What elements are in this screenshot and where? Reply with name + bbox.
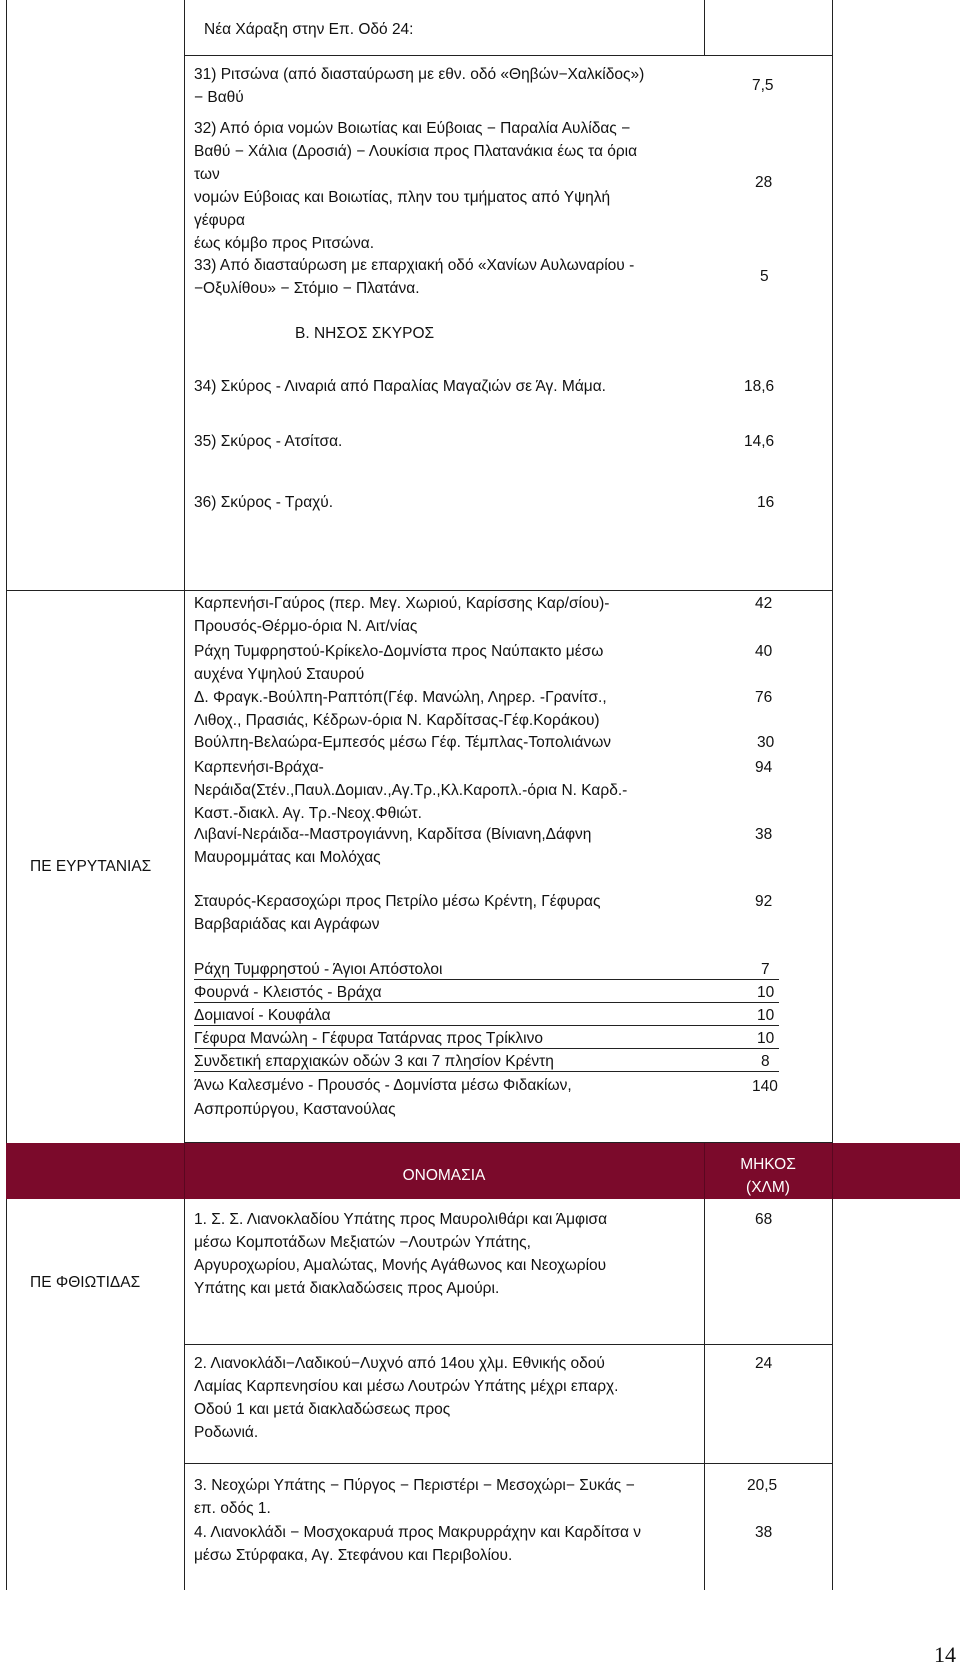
row-31-length: 7,5	[752, 77, 774, 94]
evr-row-3-length: 76	[755, 689, 773, 706]
grid-line	[704, 1142, 705, 1590]
evr-row-4-length: 30	[757, 734, 775, 751]
evr-row-7-length: 92	[755, 893, 773, 910]
grid-line	[832, 0, 833, 1590]
evr-row-12-line: Συνδετική επαρχιακών οδών 3 και 7 πλησίον Κρέντη	[194, 1053, 554, 1070]
evr-row-13-line: Ασπροπύργου, Καστανούλας	[194, 1101, 396, 1118]
grid-line	[6, 0, 7, 1590]
row-36-text: 36) Σκύρος - Τραχύ.	[194, 494, 334, 511]
region-label: ΠΕ ΕΥΡΥΤΑΝΙΑΣ	[30, 858, 152, 875]
fth-row-2-line: Ροδωνιά.	[194, 1424, 259, 1441]
row-31-line: − Βαθύ	[194, 89, 244, 106]
header-divider	[832, 1143, 833, 1199]
evr-row-8-length: 7	[761, 961, 770, 978]
evr-row-5-line: Καρπενήσι-Βράχα-	[194, 759, 324, 776]
section-title: Β. ΝΗΣΟΣ ΣΚΥΡΟΣ	[295, 325, 435, 342]
evr-row-underline	[194, 1002, 779, 1003]
page-number: 14	[934, 1642, 956, 1667]
evr-row-1-length: 42	[755, 595, 773, 612]
fth-row-2-line: Λαμίας Καρπενησίου και μέσω Λουτρών Υπάτης μέχρι επαρχ.	[194, 1378, 619, 1395]
evr-row-3-line: Λιθοχ., Πρασιάς, Κέδρων-όρια Ν. Καρδίτσας-Γέφ.Κοράκου)	[194, 712, 600, 729]
row-32-line: νομών Εύβοιας και Βοιωτίας, πλην του τμήματος από Υψηλή	[194, 189, 611, 206]
row-34-length: 18,6	[744, 378, 775, 395]
fth-row-4-line: 4. Λιανοκλάδι − Μοσχοκαρυά προς Μακρυρράχην και Καρδίτσα ν	[194, 1524, 641, 1541]
evr-row-6-line: Μαυρομμάτας και Μολόχας	[194, 849, 381, 866]
row-33-length: 5	[760, 268, 769, 285]
row-31-line: 31) Ριτσώνα (από διασταύρωση με εθν. οδό «Θηβών−Χαλκίδος»)	[194, 66, 645, 83]
row-32-line: των	[194, 166, 220, 183]
evr-row-11-line: Γέφυρα Μανώλη - Γέφυρα Τατάρνας προς Τρίκλινο	[194, 1030, 543, 1047]
evr-row-4-line: Βούλπη-Βελαώρα-Εμπεσός μέσω Γέφ. Τέμπλας-Τοπολιάνων	[194, 734, 612, 751]
column-header-name: ΟΝΟΜΑΣΙΑ	[402, 1167, 486, 1184]
row-33-line: −Οξυλίθου» − Στόμιο − Πλατάνα.	[194, 280, 420, 297]
fth-row-4-length: 38	[755, 1524, 773, 1541]
evr-row-5-line: Καστ.-διακλ. Αγ. Τρ.-Νεοχ.Φθιώτ.	[194, 805, 422, 822]
evr-row-underline	[194, 1071, 779, 1072]
row-32-line: γέφυρα	[194, 212, 245, 229]
evr-row-1-line: Προυσός-Θέρμο-όρια Ν. Αιτ/νίας	[194, 618, 418, 635]
fth-row-4-line: μέσω Στύρφακα, Αγ. Στεφάνου και Περιβολίου.	[194, 1547, 513, 1564]
fth-row-3-line: επ. οδός 1.	[194, 1500, 271, 1517]
evr-row-13-line: Άνω Καλεσμένο - Προυσός - Δομνίστα μέσω Φιδακίων,	[194, 1077, 572, 1094]
row-34-text: 34) Σκύρος - Λιναριά από Παραλίας Μαγαζιών σε Άγ. Μάμα.	[194, 378, 606, 395]
evr-row-7-line: Βαρβαριάδας και Αγράφων	[194, 916, 380, 933]
fth-row-2-line: Οδού 1 και μετά διακλαδώσεως προς	[194, 1401, 451, 1418]
evr-row-underline	[194, 1025, 779, 1026]
section-title: Νέα Χάραξη στην Επ. Οδό 24:	[204, 21, 414, 38]
evr-row-5-length: 94	[755, 759, 773, 776]
grid-line	[6, 590, 833, 591]
grid-line	[184, 0, 185, 1590]
fth-row-1-line: Αργυροχωρίου, Αμαλώτας, Μονής Αγάθωνος και Νεοχωρίου	[194, 1257, 607, 1274]
evr-row-8-line: Ράχη Τυμφρηστού - Άγιοι Απόστολοι	[194, 961, 443, 978]
row-32-line: έως κόμβο προς Ριτσώνα.	[194, 235, 375, 252]
column-header-length-unit: (ΧΛΜ)	[746, 1179, 790, 1196]
evr-row-2-line: Ράχη Τυμφρηστού-Κρίκελο-Δομνίστα προς Ναύπακτο μέσω	[194, 643, 604, 660]
row-33-line: 33) Από διασταύρωση με επαρχιακή οδό «Χανίων Αυλωναρίου -	[194, 257, 635, 274]
grid-line	[184, 1463, 833, 1464]
evr-row-underline	[194, 979, 779, 980]
region-label: ΠΕ ΦΘΙΩΤΙΔΑΣ	[30, 1274, 141, 1291]
fth-row-3-length: 20,5	[747, 1477, 778, 1494]
row-36-length: 16	[757, 494, 775, 511]
grid-line	[184, 55, 833, 56]
grid-line	[704, 0, 705, 55]
row-32-length: 28	[755, 174, 773, 191]
row-35-text: 35) Σκύρος - Ατσίτσα.	[194, 433, 343, 450]
fth-row-2-line: 2. Λιανοκλάδι−Λαδικού−Λυχνό από 14ου χλμ. Εθνικής οδού	[194, 1355, 605, 1372]
grid-line	[184, 1344, 833, 1345]
evr-row-3-line: Δ. Φραγκ.-Βούλπη-Ραπτόπ(Γέφ. Μανώλη, Ληρερ. -Γρανίτσ.,	[194, 689, 607, 706]
evr-row-7-line: Σταυρός-Κερασοχώρι προς Πετρίλο μέσω Κρέντη, Γέφυρας	[194, 893, 601, 910]
fth-row-1-line: μέσω Κομποτάδων Μεξιατών −Λουτρών Υπάτης,	[194, 1234, 531, 1251]
evr-row-underline	[194, 1048, 779, 1049]
evr-row-1-line: Καρπενήσι-Γαύρος (περ. Μεγ. Χωριού, Καρίσσης Καρ/σίου)-	[194, 595, 610, 612]
evr-row-6-line: Λιβανί-Νεράιδα--Μαστρογιάννη, Καρδίτσα (Βίνιανη,Δάφνη	[194, 826, 592, 843]
column-header-length: ΜΗΚΟΣ	[740, 1156, 796, 1173]
row-32-line: Βαθύ − Χάλια (Δροσιά) − Λουκίσια προς Πλατανάκια έως τα όρια	[194, 143, 638, 160]
fth-row-2-length: 24	[755, 1355, 773, 1372]
evr-row-12-length: 8	[761, 1053, 770, 1070]
evr-row-9-length: 10	[757, 984, 775, 1001]
row-32-line: 32) Από όρια νομών Βοιωτίας και Εύβοιας − Παραλία Αυλίδας −	[194, 120, 631, 137]
evr-row-2-line: αυχένα Υψηλού Σταυρού	[194, 666, 365, 683]
evr-row-10-line: Δομιανοί - Κουφάλα	[194, 1007, 331, 1024]
evr-row-5-line: Νεράιδα(Στέν.,Παυλ.Δομιαν.,Αγ.Τρ.,Κλ.Καροπλ.-όρια Ν. Καρδ.-	[194, 782, 628, 799]
row-35-length: 14,6	[744, 433, 775, 450]
evr-row-13-length: 140	[752, 1078, 778, 1095]
evr-row-11-length: 10	[757, 1030, 775, 1047]
fth-row-3-line: 3. Νεοχώρι Υπάτης − Πύργος − Περιστέρι − Μεσοχώρι− Συκάς −	[194, 1477, 635, 1494]
evr-row-10-length: 10	[757, 1007, 775, 1024]
evr-row-9-line: Φουρνά - Κλειστός - Βράχα	[194, 984, 382, 1001]
fth-row-1-line: Υπάτης και μετά διακλαδώσεις προς Αμούρι.	[194, 1280, 500, 1297]
fth-row-1-line: 1. Σ. Σ. Λιανοκλαδίου Υπάτης προς Μαυρολιθάρι και Άμφισα	[194, 1211, 608, 1228]
fth-row-1-length: 68	[755, 1211, 773, 1228]
evr-row-6-length: 38	[755, 826, 773, 843]
evr-row-2-length: 40	[755, 643, 773, 660]
